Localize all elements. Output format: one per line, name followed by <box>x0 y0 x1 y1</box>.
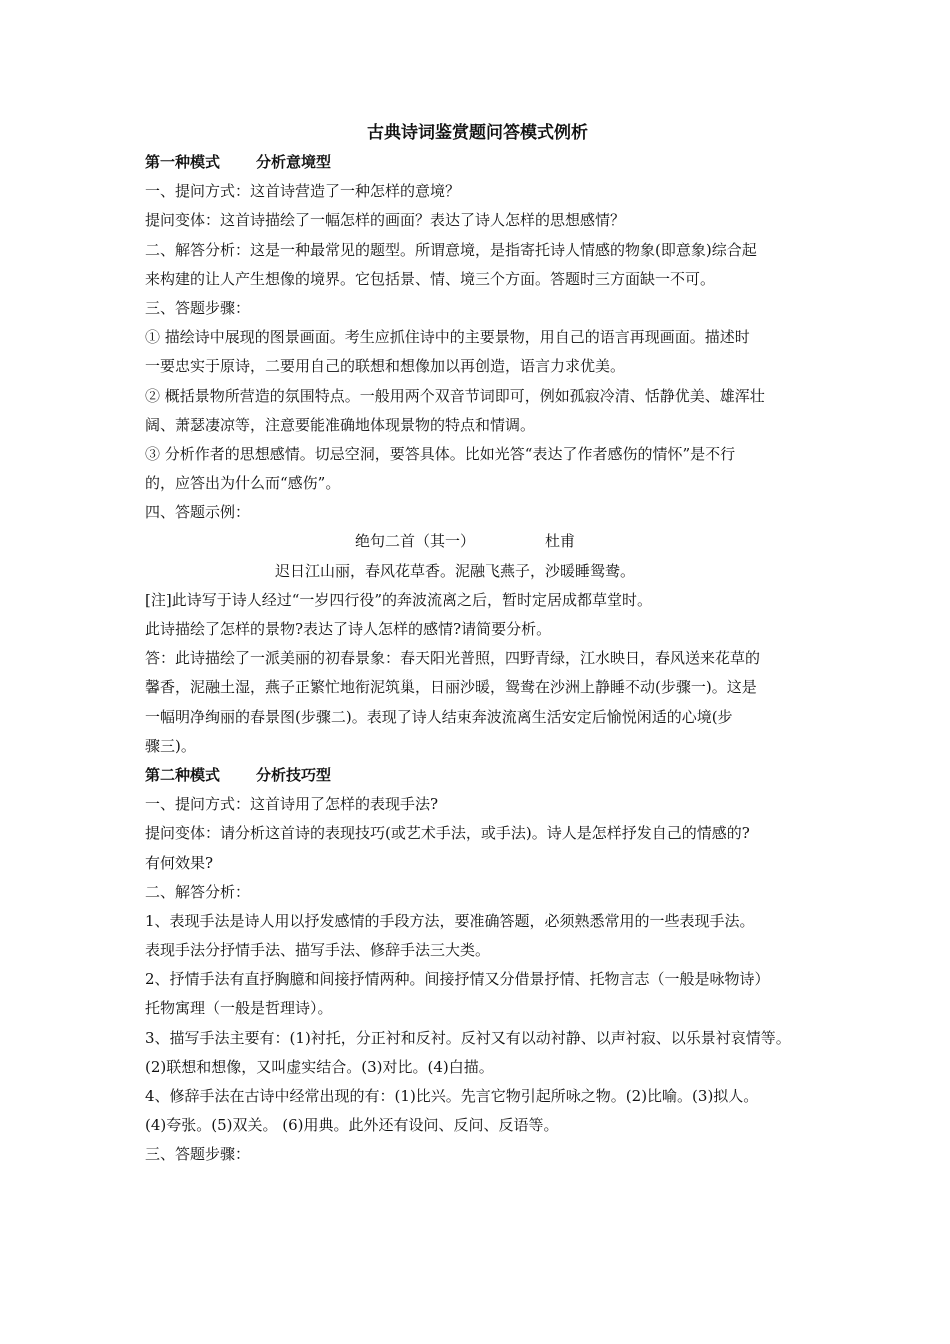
s2-question-method: 一、提问方式：这首诗用了怎样的表现手法? <box>145 795 439 814</box>
s2-steps-heading: 三、答题步骤： <box>145 1145 251 1164</box>
s2-point-2-line-2: 托物寓理（一般是哲理诗）。 <box>145 999 333 1018</box>
s1-question-variant: 提问变体：这首诗描绘了一幅怎样的画面？表达了诗人怎样的思想感情？ <box>145 211 626 230</box>
s2-point-1-line-1: 1、表现手法是诗人用以抒发感情的手段方法，要准确答题，必须熟悉常用的一些表现手法。 <box>145 911 755 930</box>
section-2-heading <box>145 761 810 790</box>
section-1-heading <box>145 148 810 177</box>
s2-analysis-heading: 二、解答分析： <box>145 882 251 901</box>
s1-step-1-line-2: 一要忠实于原诗，二要用自己的联想和想像加以再创造，语言力求优美。 <box>145 357 626 376</box>
poem-answer-line-1: 答：此诗描绘了一派美丽的初春景象：春天阳光普照，四野青绿，江水映日，春风送来花草的 <box>145 649 761 668</box>
s1-step-2-line-1: ② 概括景物所营造的氛围特点。一般用两个双音节词即可，例如孤寂冷清、恬静优美、雄浑壮 <box>145 386 765 405</box>
section-2-heading-mode: 第二种模式 <box>145 765 221 784</box>
poem-author: 杜甫 <box>545 532 576 551</box>
s2-point-3-line-2: (2)联想和想像，又叫虚实结合。(3)对比。(4)白描。 <box>145 1057 494 1076</box>
poem-answer-line-4: 骤三)。 <box>145 736 196 755</box>
s2-point-4-line-1: 4、修辞手法在古诗中经常出现的有：(1)比兴。先言它物引起所咏之物。(2)比喻。(3)拟人。 <box>145 1087 759 1105</box>
section-1-heading-mode: 第一种模式 <box>145 153 221 171</box>
s1-step-3-line-1: ③ 分析作者的思想感情。切忌空洞，要答具体。比如光答“表达了作者感伤的情怀”是不行 <box>145 444 736 463</box>
s1-step-2-line-2: 阔、萧瑟凄凉等，注意要能准确地体现景物的特点和情调。 <box>145 415 536 434</box>
s2-point-1-line-2: 表现手法分抒情手法、描写手法、修辞手法三大类。 <box>145 941 491 960</box>
s2-question-variant-line-2: 有何效果? <box>145 853 214 872</box>
poem-answer-line-3: 一幅明净绚丽的春景图(步骤二)。表现了诗人结束奔波流离生活安定后愉悦闲适的心境(步 <box>145 707 733 726</box>
poem-question: 此诗描绘了怎样的景物?表达了诗人怎样的感情?请简要分析。 <box>145 620 552 638</box>
s1-step-1-line-1: ① 描绘诗中展现的图景画面。考生应抓住诗中的主要景物，用自己的语言再现画面。描述时 <box>145 328 750 347</box>
s1-example-heading: 四、答题示例： <box>145 503 251 522</box>
document-title: 古典诗词鉴赏题问答模式例析 <box>367 123 588 143</box>
poem-title: 绝句二首（其一） <box>355 532 476 551</box>
s1-step-3-line-2: 的，应答出为什么而“感伤”。 <box>145 474 341 493</box>
section-2-heading-type: 分析技巧型 <box>256 765 332 784</box>
s2-point-3-line-1: 3、描写手法主要有：(1)衬托，分正衬和反衬。反衬又有以动衬静、以声衬寂、以乐景衬哀情等。 <box>145 1028 791 1047</box>
poem-heading <box>145 527 810 556</box>
section-1-heading-type: 分析意境型 <box>256 153 332 171</box>
poem-note: [注]此诗写于诗人经过“一岁四行役”的奔波流离之后，暂时定居成都草堂时。 <box>145 590 653 609</box>
s2-point-4-line-2: (4)夸张。(5)双关。 (6)用典。此外还有设问、反问、反语等。 <box>145 1116 559 1135</box>
s1-question-method: 一、提问方式：这首诗营造了一种怎样的意境？ <box>145 182 461 201</box>
poem-text: 迟日江山丽，春风花草香。泥融飞燕子，沙暖睡鸳鸯。 <box>275 561 636 580</box>
s1-steps-heading: 三、答题步骤： <box>145 298 251 317</box>
document-page <box>145 118 810 1170</box>
s1-analysis-line-1: 二、解答分析：这是一种最常见的题型。所谓意境，是指寄托诗人情感的物象(即意象)综合起 <box>145 240 757 259</box>
poem-answer-line-2: 馨香，泥融土湿，燕子正繁忙地衔泥筑巢，日丽沙暖，鸳鸯在沙洲上静睡不动(步骤一)。这是 <box>145 678 757 697</box>
s2-point-2-line-1: 2、抒情手法有直抒胸臆和间接抒情两种。间接抒情又分借景抒情、托物言志（一般是咏物诗） <box>145 970 770 989</box>
s2-question-variant-line-1: 提问变体：请分析这首诗的表现技巧(或艺术手法，或手法)。诗人是怎样抒发自己的情感的? <box>145 824 750 843</box>
s1-analysis-line-2: 来构建的让人产生想像的境界。它包括景、情、境三个方面。答题时三方面缺一不可。 <box>145 269 716 288</box>
